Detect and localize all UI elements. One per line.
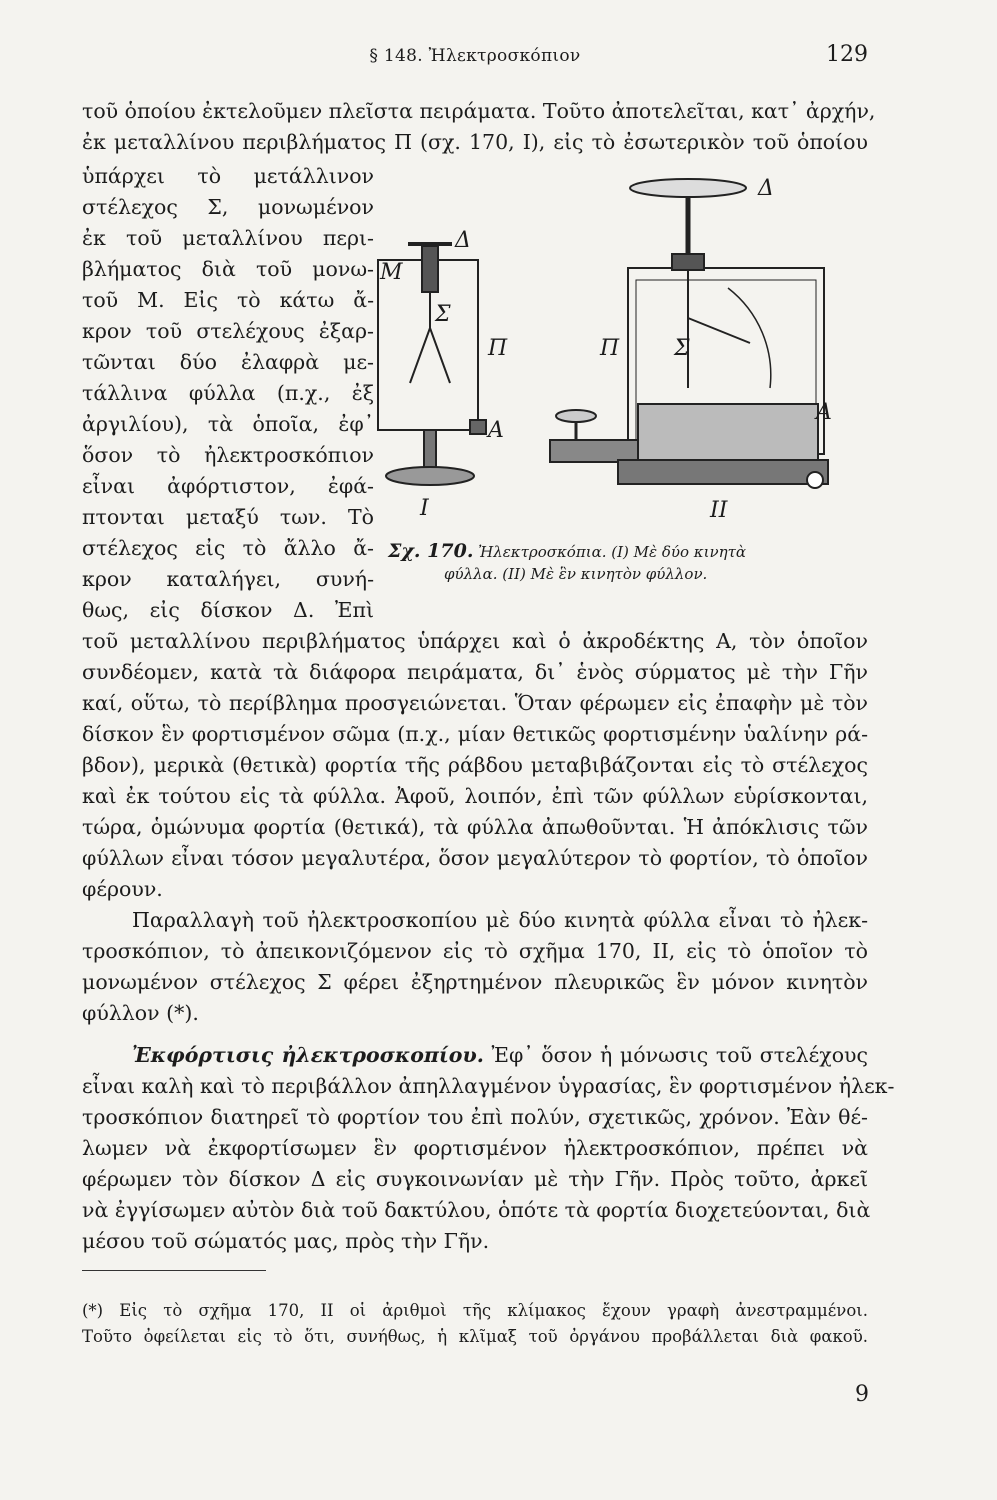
- body-line: τροσκόπιον, τὸ ἀπεικονιζόμενον εἰς τὸ σχῆμα 170, ΙΙ, εἰς τὸ ὁποῖον τὸ: [82, 939, 868, 963]
- electroscope-figure: [370, 168, 870, 548]
- signature-mark: 9: [855, 1382, 869, 1407]
- body-line: φέρουν.: [82, 877, 163, 901]
- figure-II-label: ΙΙ: [710, 498, 728, 523]
- disk-label-I: Δ: [455, 228, 471, 253]
- footnote-rule: [82, 1270, 266, 1271]
- body-line: τοῦ Μ. Εἰς τὸ κάτω ἄ-: [82, 288, 374, 312]
- body-line: τάλλινα φύλλα (π.χ., ἐξ: [82, 381, 374, 405]
- body-line: θως, εἰς δίσκον Δ. Ἐπὶ: [82, 598, 374, 622]
- body-line: εἶναι ἀφόρτιστον, ἐφά-: [82, 474, 374, 498]
- body-line: βδον), μερικὰ (θετικὰ) φορτία τῆς ράβδου μεταβιβάζονται εἰς τὸ στέλεχος: [82, 753, 868, 777]
- figure-caption: [388, 540, 828, 585]
- body-line: τοῦ ὁποίου ἐκτελοῦμεν πλεῖστα πειράματα. Τοῦτο ἀποτελεῖται, κατ᾽ ἀρχήν,: [82, 99, 876, 123]
- body-line: μονωμένον στέλεχος Σ φέρει ἐξηρτημένον πλευρικῶς ἓν μόνον κινητὸν: [82, 970, 868, 994]
- body-line: ὑπάρχει τὸ μετάλλινον: [82, 164, 374, 188]
- body-text: Ἐφ᾽ ὅσον ἡ μόνωσις τοῦ στελέχους: [491, 1043, 868, 1067]
- running-title: § 148. Ἠλεκτροσκόπιον: [369, 46, 581, 66]
- stem-label-II: Σ: [674, 336, 690, 361]
- caption-line: [388, 540, 828, 563]
- body-line: φέρωμεν τὸν δίσκον Δ εἰς συγκοινωνίαν μὲ τὴν Γῆν. Πρὸς τοῦτο, ἀρκεῖ: [82, 1167, 868, 1191]
- footnote-line: Τοῦτο ὀφείλεται εἰς τὸ ὅτι, συνήθως, ἡ κλῖμαξ τοῦ ὀργάνου προβάλλεται διὰ φακοῦ.: [82, 1327, 868, 1346]
- caption-number: Σχ. 170.: [388, 540, 474, 562]
- body-line: καί, οὕτω, τὸ περίβλημα προσγειώνεται. Ὅταν φέρωμεν εἰς ἐπαφὴν μὲ τὸν: [82, 691, 868, 715]
- casing-label-I: Π: [488, 336, 508, 361]
- page-header: [82, 42, 868, 74]
- body-line: τώρα, ὁμώνυμα φορτία (θετικά), τὰ φύλλα ἀπωθοῦνται. Ἡ ἀπόκλισις τῶν: [82, 815, 868, 839]
- electroscope-drawing: [370, 168, 870, 548]
- section-heading: Ἐκφόρτισις ἠλεκτροσκοπίου.: [132, 1043, 484, 1067]
- body-line: ἀργιλίου), τὰ ὁποῖα, ἐφ᾽: [82, 412, 374, 436]
- caption-line: φύλλα. (ΙΙ) Μὲ ἓν κινητὸν φύλλον.: [444, 565, 708, 583]
- body-line: κρον καταλήγει, συνή-: [82, 567, 374, 591]
- stem-label-I: Σ: [435, 302, 451, 327]
- body-line: στέλεχος εἰς τὸ ἄλλο ἄ-: [82, 536, 374, 560]
- body-line: δίσκον ἓν φορτισμένον σῶμα (π.χ., μίαν θετικῶς φορτισμένην ὑαλίνην ρά-: [82, 722, 868, 746]
- page-number: 129: [826, 42, 868, 67]
- body-line: εἶναι καλὴ καὶ τὸ περιβάλλον ἀπηλλαγμένον ὑγρασίας, ἓν φορτισμένον ἠλεκ-: [82, 1074, 895, 1098]
- body-line: φύλλων εἶναι τόσον μεγαλυτέρα, ὅσον μεγαλύτερον τὸ φορτίον, τὸ ὁποῖον: [82, 846, 868, 870]
- body-line: συνδέομεν, κατὰ τὰ διάφορα πειράματα, δι᾽ ἑνὸς σύρματος μὲ τὴν Γῆν: [82, 660, 868, 684]
- body-line: πτονται μεταξύ των. Τὸ: [82, 505, 374, 529]
- section-heading-line: [132, 1040, 868, 1070]
- body-line: ἐκ μεταλλίνου περιβλήματος Π (σχ. 170, Ι), εἰς τὸ ἐσωτερικὸν τοῦ ὁποίου: [82, 130, 868, 154]
- footnote-line: (*) Εἰς τὸ σχῆμα 170, ΙΙ οἱ ἀριθμοὶ τῆς κλίμακος ἔχουν γραφὴ ἀνεστραμμένοι.: [82, 1301, 868, 1320]
- body-line: φύλλον (*).: [82, 1001, 199, 1025]
- disk-label-II: Δ: [758, 176, 774, 201]
- body-line: μέσου τοῦ σώματός μας, πρὸς τὴν Γῆν.: [82, 1229, 490, 1253]
- body-line: ἐκ τοῦ μεταλλίνου περι-: [82, 226, 374, 250]
- body-line: κρον τοῦ στελέχους ἐξαρ-: [82, 319, 374, 343]
- casing-label-II: Π: [600, 336, 620, 361]
- insulator-label-I: Μ: [380, 260, 403, 285]
- terminal-label-I: Α: [488, 418, 504, 443]
- body-line: ὅσον τὸ ἠλεκτροσκόπιον: [82, 443, 374, 467]
- body-line: λωμεν νὰ ἐκφορτίσωμεν ἓν φορτισμένον ἠλεκτροσκόπιον, πρέπει νὰ: [82, 1136, 868, 1160]
- body-line: νὰ ἐγγίσωμεν αὐτὸν διὰ τοῦ δακτύλου, ὁπότε τὰ φορτία διοχετεύονται, διὰ: [82, 1198, 871, 1222]
- body-line: τροσκόπιον διατηρεῖ τὸ φορτίον του ἐπὶ πολύν, σχετικῶς, χρόνον. Ἐὰν θέ-: [82, 1105, 868, 1129]
- body-line: καὶ ἐκ τούτου εἰς τὰ φύλλα. Ἀφοῦ, λοιπόν, ἐπὶ τῶν φύλλων εὑρίσκονται,: [82, 784, 868, 808]
- body-line: τῶνται δύο ἐλαφρὰ με-: [82, 350, 374, 374]
- terminal-label-II: Α: [816, 400, 832, 425]
- body-line: τοῦ μεταλλίνου περιβλήματος ὑπάρχει καὶ ὁ ἀκροδέκτης Α, τὸν ὁποῖον: [82, 629, 868, 653]
- figure-I-label: Ι: [420, 496, 429, 521]
- body-line: βλήματος διὰ τοῦ μονω-: [82, 257, 374, 281]
- body-line: στέλεχος Σ, μονωμένον: [82, 195, 374, 219]
- caption-text: Ἠλεκτροσκόπια. (Ι) Μὲ δύο κινητὰ: [478, 543, 747, 561]
- body-line: Παραλλαγὴ τοῦ ἠλεκτροσκοπίου μὲ δύο κινητὰ φύλλα εἶναι τὸ ἠλεκ-: [132, 908, 868, 932]
